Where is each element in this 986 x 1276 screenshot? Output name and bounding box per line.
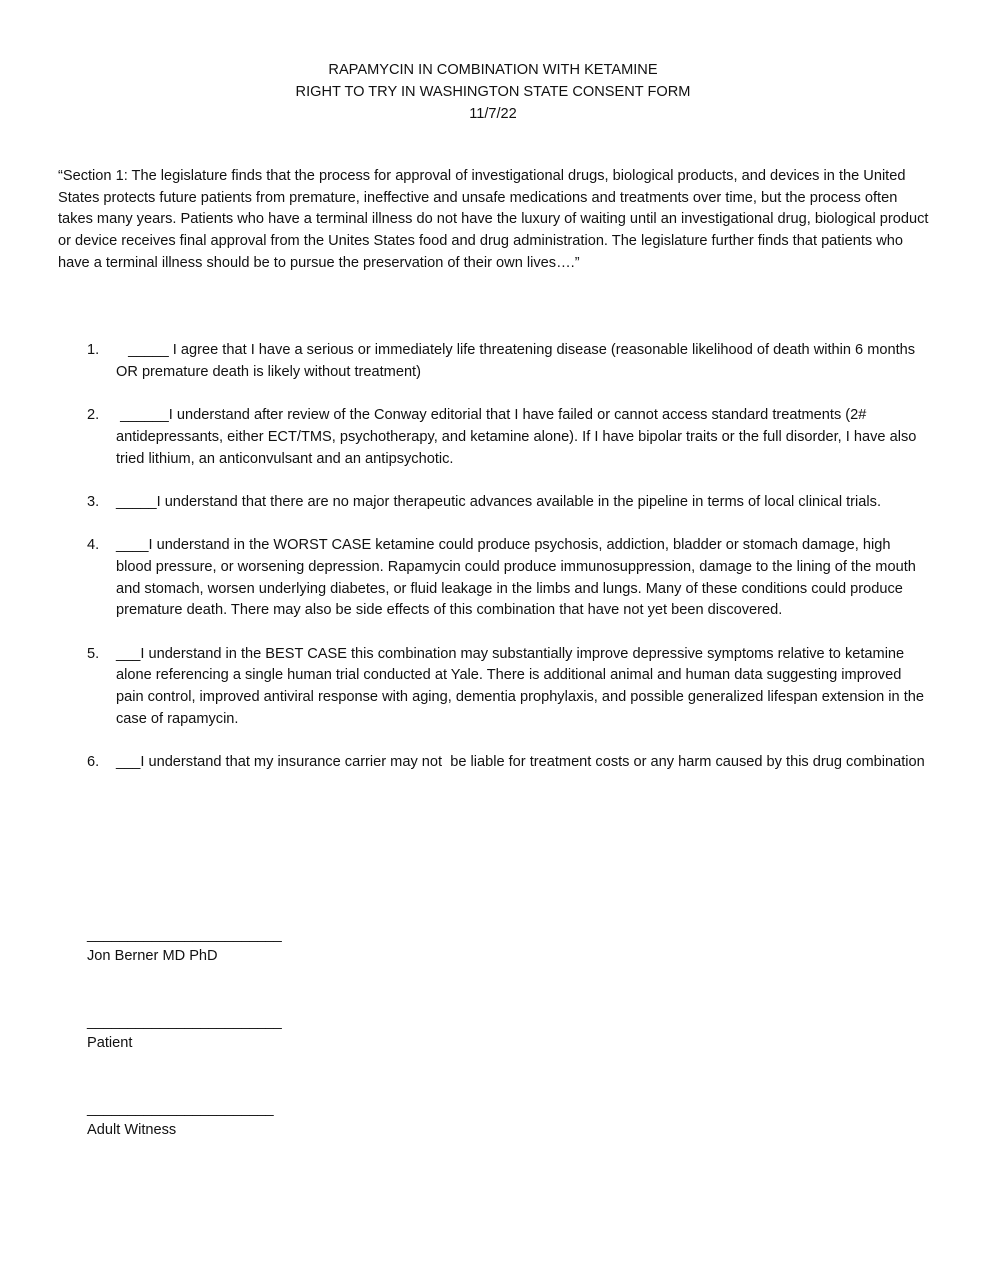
signature-label: Patient <box>87 1035 133 1051</box>
form-date: 11/7/22 <box>469 106 517 122</box>
consent-item-1 <box>0 340 928 383</box>
consent-item-5 <box>0 644 928 731</box>
item-number: 3. <box>87 493 100 510</box>
signature-line: ________________________ <box>87 1014 282 1030</box>
signature-line: ________________________ <box>87 927 282 943</box>
signature-label: Jon Berner MD PhD <box>87 948 218 964</box>
consent-item-2 <box>0 405 928 470</box>
item-number: 4. <box>87 537 100 554</box>
legislative-quote: “Section 1: The legislature finds that the process for approval of investigational drugs, biological products, and devices in the United States protects future patients from premature, ineffective and unsafe medications and treatments over time, but the process often takes many years. Patients who have a terminal illness do not have the luxury of waiting until an investigational drug, biological product or device receives final approval from the Unites States food and drug administration. The legislature further finds that patients who have a terminal illness should be to pursue the preservation of their own lives….” <box>58 168 929 271</box>
item-text: ___I understand in the BEST CASE this combination may substantially improve depressive symptoms relative to ketamine alone referencing a single human trial conducted at Yale. There is additional animal and human data suggesting improved pain control, improved antiviral response with aging, dementia prophylaxis, and possible generalized lifespan extension in the case of rapamycin. <box>116 645 925 727</box>
physician-signature-block <box>87 925 347 967</box>
form-title-line-1: RAPAMYCIN IN COMBINATION WITH KETAMINE <box>328 62 658 78</box>
item-text: ______I understand after review of the Conway editorial that I have failed or cannot access standard treatments (2# antidepressants, either ECT/TMS, psychotherapy, and ketamine alone). If I have bipolar traits or the full disorder, I have also tried lithium, an anticonvulsant and an antipsychotic. <box>116 407 921 467</box>
consent-item-3 <box>0 492 928 514</box>
consent-item-4 <box>0 535 928 622</box>
consent-items-list <box>0 340 986 796</box>
witness-signature-block <box>87 1099 347 1141</box>
item-number: 2. <box>87 407 100 424</box>
signature-line: _______________________ <box>87 1101 274 1117</box>
patient-signature-block <box>87 1012 347 1054</box>
consent-item-6 <box>0 752 928 774</box>
form-header <box>0 59 986 125</box>
form-title-line-2: RIGHT TO TRY IN WASHINGTON STATE CONSENT FORM <box>295 84 691 100</box>
item-text: ___I understand that my insurance carrier may not be liable for treatment costs or any harm caused by this drug combination <box>116 754 925 771</box>
item-text: _____I understand that there are no major therapeutic advances available in the pipeline in terms of local clinical trials. <box>116 493 881 510</box>
item-number: 1. <box>87 342 100 358</box>
item-number: 5. <box>87 645 100 662</box>
item-number: 6. <box>87 754 100 771</box>
item-text: ____I understand in the WORST CASE ketamine could produce psychosis, addiction, bladder or stomach damage, high blood pressure, or worsening depression. Rapamycin could produce immunosuppression, damage to the lining of the mouth and stomach, worsen underlying diabetes, or fluid leakage in the limbs and lungs. Many of these conditions could produce premature death. There may also be side effects of this combination that have not yet been discovered. <box>116 537 916 619</box>
item-text: _____ I agree that I have a serious or immediately life threatening disease (reasonable likelihood of death within 6 months OR premature death is likely without treatment) <box>116 342 920 380</box>
signature-label: Adult Witness <box>87 1122 177 1138</box>
